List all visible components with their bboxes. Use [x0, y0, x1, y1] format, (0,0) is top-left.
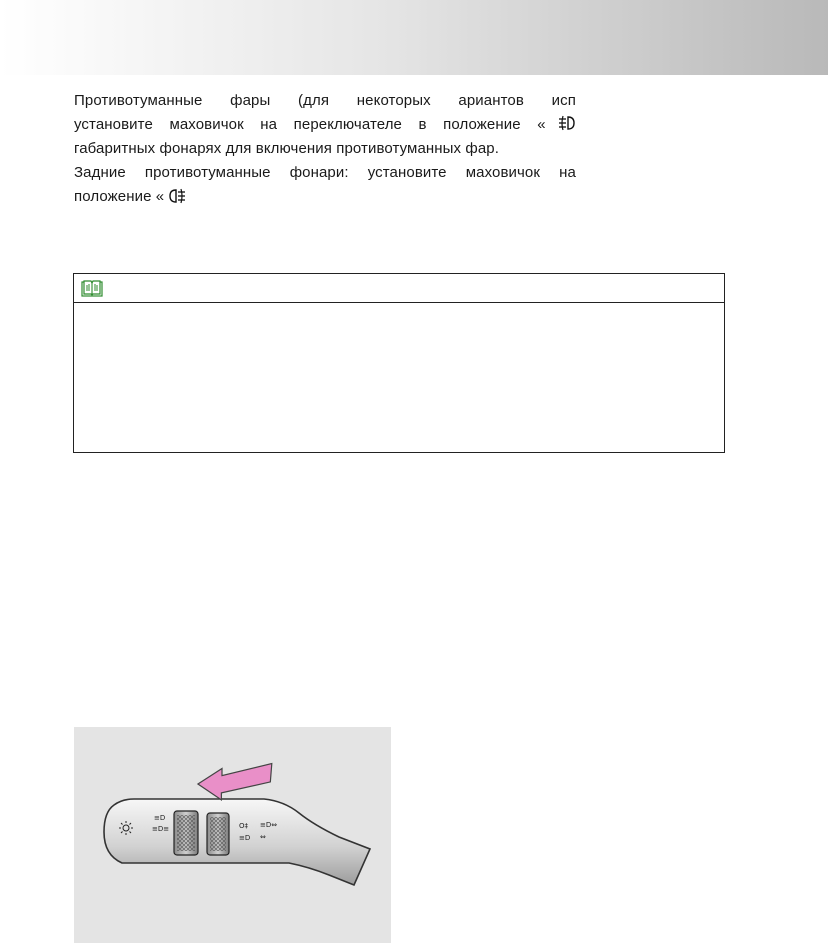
- word: некоторых: [356, 92, 431, 109]
- rear-fog-label: O‡: [239, 822, 249, 830]
- word: «: [537, 113, 576, 137]
- word: (для: [298, 92, 330, 109]
- word: на: [260, 116, 278, 133]
- paragraph-line-2: [74, 113, 576, 137]
- header-band: [0, 0, 828, 75]
- word: фонари:: [289, 164, 349, 181]
- word: фары: [230, 92, 271, 109]
- word: маховичок: [465, 164, 541, 181]
- note-header: [74, 274, 724, 303]
- paragraph-line-5: положение «: [74, 185, 576, 209]
- word: Задние: [74, 164, 126, 181]
- stalk-body: [104, 799, 370, 885]
- word: маховичок: [169, 116, 244, 133]
- parking-light-label: ≡D≡: [152, 825, 170, 833]
- front-fog-label: ≡D: [239, 834, 251, 842]
- headlight-label: ≡D: [154, 814, 166, 822]
- paragraph-line-3: габаритных фонарях для включения противотуманных фар.: [74, 140, 500, 157]
- push-arrow: [196, 762, 276, 803]
- rear-fog-light-icon: [169, 188, 187, 204]
- beam-label: ≡D⇔: [260, 821, 278, 829]
- light-switch-stalk: [74, 727, 391, 943]
- book-icon: [81, 279, 103, 297]
- front-fog-light-icon: [556, 115, 576, 131]
- word: переключателе: [293, 116, 402, 133]
- flash-label: ⇔: [260, 833, 266, 841]
- word: положение: [443, 116, 521, 133]
- fog-lights-paragraph: [74, 89, 576, 209]
- word: ариантов: [458, 92, 524, 109]
- word: противотуманные: [144, 164, 271, 181]
- word: установите: [367, 164, 447, 181]
- word: Противотуманные: [74, 92, 203, 109]
- word: на: [559, 164, 576, 181]
- word: исп: [551, 92, 576, 109]
- word: в: [418, 116, 427, 133]
- paragraph-line-1: [74, 89, 576, 113]
- word: установите: [74, 116, 153, 133]
- info-note-box: [73, 273, 725, 453]
- paragraph-line-4: [74, 161, 576, 185]
- light-switch-figure: [74, 727, 391, 943]
